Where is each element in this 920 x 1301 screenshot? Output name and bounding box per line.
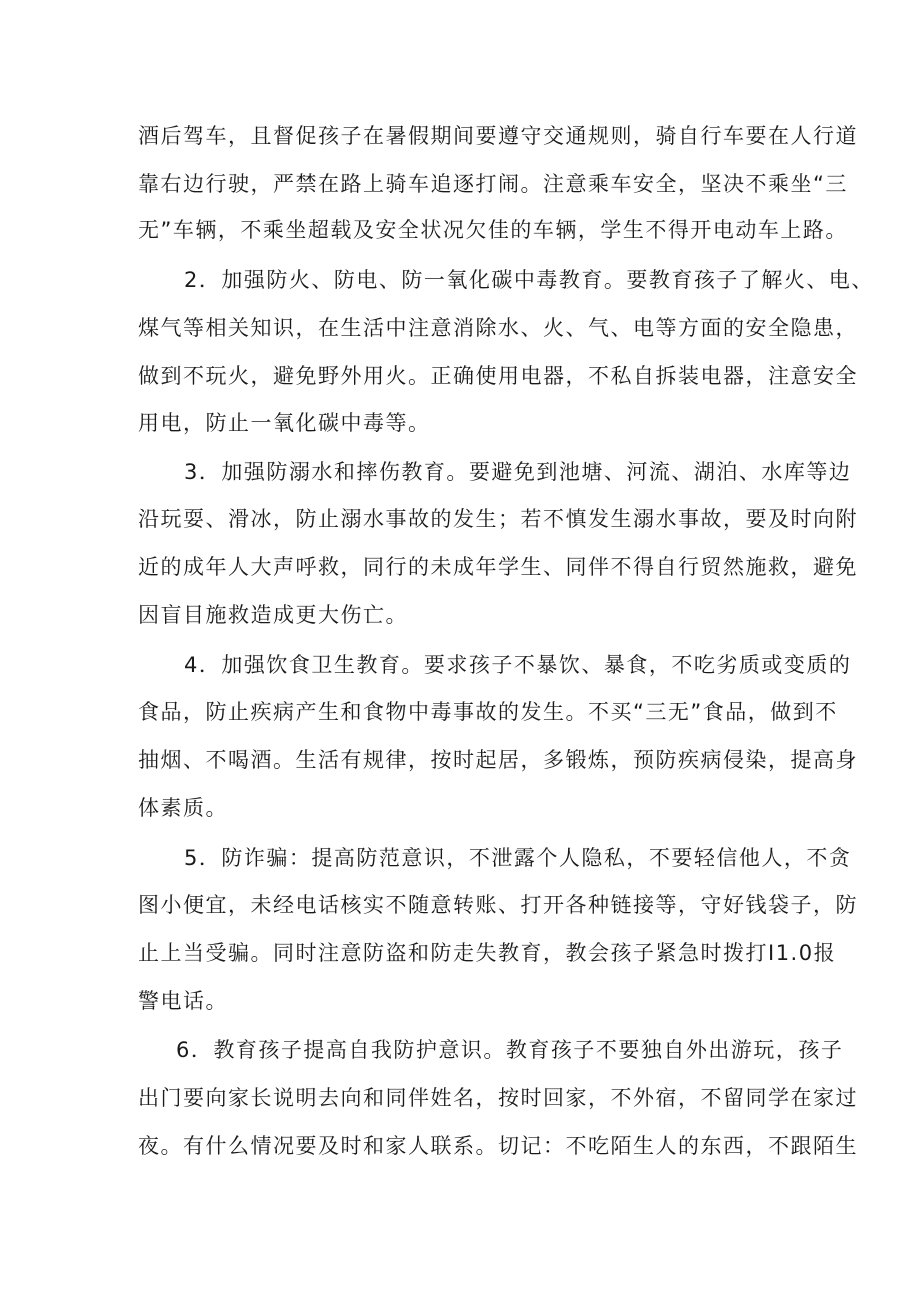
- text-line: 靠右边行驶，严禁在路上骑车追逐打闹。注意乘车安全，坚决不乘坐“三: [138, 172, 848, 196]
- text-line: 图小便宜，未经电话核实不随意转账、打开各种链接等，守好钱袋子，防: [138, 893, 858, 917]
- text-line: 用电，防止一氧化碳中毒等。: [138, 411, 431, 435]
- text-line: 5．防诈骗：提高防范意识，不泄露个人隐私，不要轻信他人，不贪: [184, 846, 852, 870]
- text-line: 止上当受骗。同时注意防盗和防走失教育，教会孩子紧急时拨打I1.0报: [138, 941, 837, 965]
- text-line: 6．教育孩子提高自我防护意识。教育孩子不要独自外出游玩，孩子: [176, 1038, 844, 1062]
- text-line: 煤气等相关知识，在生活中注意消除水、火、气、电等方面的安全隐患，: [138, 316, 858, 340]
- text-line: 出门要向家长说明去向和同伴姓名，按时回家，不外宿，不留同学在家过: [138, 1086, 858, 1110]
- text-line: 做到不玩火，避免野外用火。正确使用电器，不私自拆装电器，注意安全: [138, 364, 858, 388]
- text-line: 警电话。: [138, 989, 228, 1013]
- text-line: 夜。有什么情况要及时和家人联系。切记：不吃陌生人的东西，不跟陌生: [138, 1134, 858, 1158]
- text-line: 沿玩耍、滑冰，防止溺水事故的发生；若不慎发生溺水事故，要及时向附: [138, 507, 858, 531]
- text-line: 因盲目施救造成更大伤亡。: [138, 603, 408, 627]
- text-line: 抽烟、不喝酒。生活有规律，按时起居，多锻炼，预防疾病侵染，提高身: [138, 748, 858, 772]
- text-line: 食品，防止疾病产生和食物中毒事故的发生。不买“三无”食品，做到不: [138, 700, 838, 724]
- text-line: 酒后驾车，且督促孩子在暑假期间要遵守交通规则，骑自行车要在人行道: [138, 124, 858, 148]
- text-line: 4．加强饮食卫生教育。要求孩子不暴饮、暴食，不吃劣质或变质的: [184, 653, 852, 677]
- text-line: 2．加强防火、防电、防一氧化碳中毒教育。要教育孩子了解火、电、: [184, 268, 874, 292]
- text-line: 3．加强防溺水和摔伤教育。要避免到池塘、河流、湖泊、水库等边: [184, 460, 852, 484]
- text-line: 体素质。: [138, 796, 228, 820]
- text-line: 无”车辆，不乘坐超载及安全状况欠佳的车辆，学生不得开电动车上路。: [138, 218, 848, 242]
- text-line: 近的成年人大声呼救，同行的未成年学生、同伴不得自行贸然施救，避免: [138, 555, 858, 579]
